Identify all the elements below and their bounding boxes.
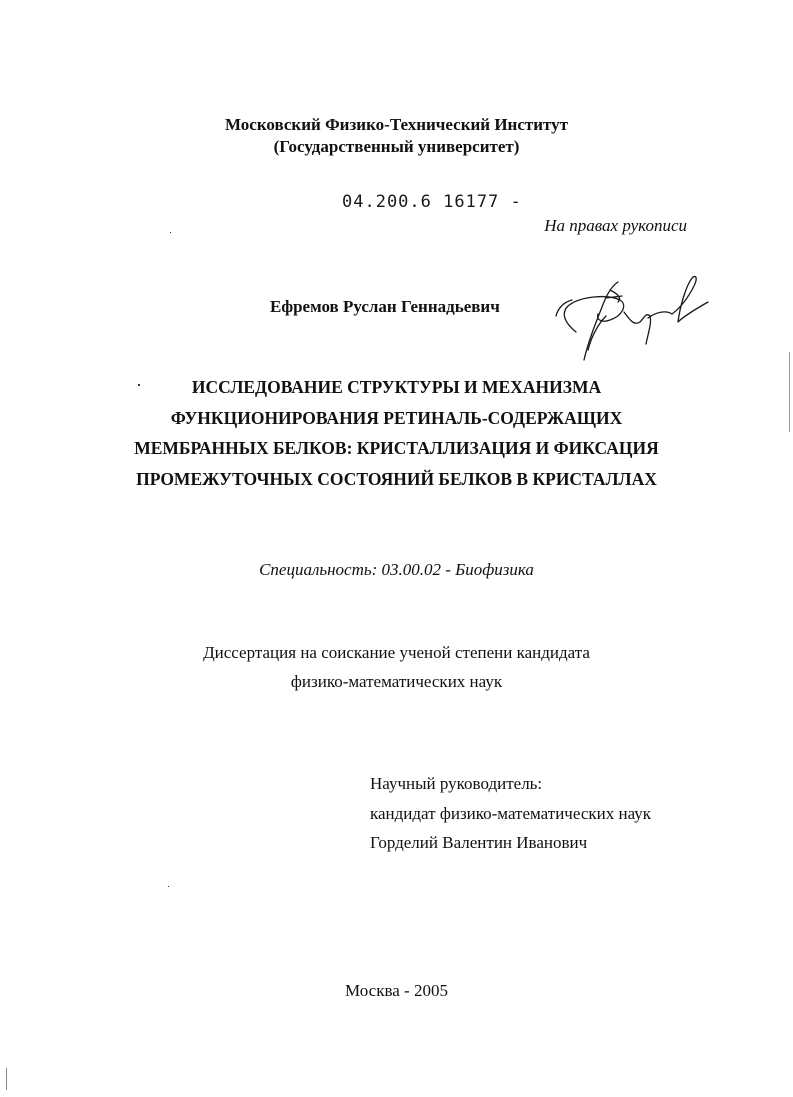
degree-line-1: Диссертация на соискание ученой степени кандидата (203, 643, 590, 662)
handwritten-signature (548, 272, 718, 364)
thesis-title (0, 372, 793, 494)
scan-artifact-dot (138, 384, 140, 386)
supervisor-degree: кандидат физико-математических наук (370, 803, 652, 823)
manuscript-note: На правах рукописи (544, 216, 687, 235)
degree-statement (0, 638, 793, 696)
registration-number-stamp: 04.200.6 16177 - (342, 192, 522, 212)
scan-artifact-edge (6, 1068, 7, 1090)
author-name: Ефремов Руслан Геннадьевич (270, 297, 500, 316)
title-line-4: ПРОМЕЖУТОЧНЫХ СОСТОЯНИЙ БЕЛКОВ В КРИСТАЛЛАХ (136, 468, 657, 489)
supervisor-label: Научный руководитель: (370, 774, 543, 793)
title-line-1: ИССЛЕДОВАНИЕ СТРУКТУРЫ И МЕХАНИЗМА (191, 377, 602, 397)
registration-number: 04.200.6 16177 (342, 192, 500, 212)
institute-name (0, 114, 793, 158)
institute-line-2: (Государственный университет) (273, 137, 520, 156)
supervisor-block (370, 769, 651, 858)
city-year: Москва - 2005 (345, 981, 448, 1000)
title-line-2: ФУНКЦИОНИРОВАНИЯ РЕТИНАЛЬ-СОДЕРЖАЩИХ (170, 407, 623, 428)
scan-artifact-dot (170, 232, 171, 233)
scan-artifact-edge (789, 352, 790, 432)
scan-artifact-dot (168, 886, 169, 887)
specialty: Специальность: 03.00.02 - Биофизика (259, 560, 534, 579)
title-line-3: МЕМБРАННЫХ БЕЛКОВ: КРИСТАЛЛИЗАЦИЯ И ФИКСАЦИЯ (134, 438, 659, 458)
supervisor-name: Горделий Валентин Иванович (370, 833, 588, 852)
degree-line-2: физико-математических наук (290, 672, 503, 691)
institute-line-1: Московский Физико-Технический Институт (224, 115, 569, 134)
